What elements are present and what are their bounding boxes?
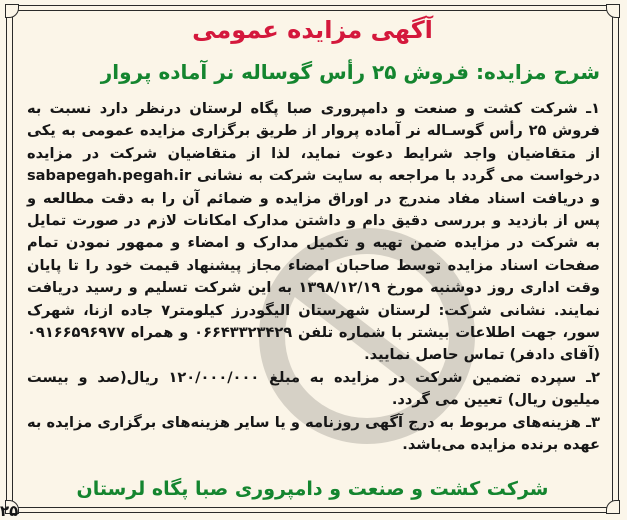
paragraph-3: ۳ـ هزینه‌های مربوط به درج آگهی روزنامه و یا سایر هزینه‌های برگزاری مزایده به عهده برنده مزایده می‌باشد. bbox=[27, 413, 600, 454]
notice-footer: شرکت کشت و صنعت و دامپروری صبا پگاه لرستان bbox=[76, 478, 549, 500]
paragraph-1-part-b: و دریافت اسناد مفاد مندرج در اوراق مزایده و ضمائم آن را به دقت مطالعه و پس از بازدید و بررسی دقیق دام و داشتن مدارک امکانات لازم در صورت تمایل به شرکت در مزایده ضمن تهیه و تکمیل مدارک و امضاء و ممهور نمودن تمام صفحات اسناد مزایده توسط صاحبان امضاء مجاز پیشنهاد قیمت خود را تا پایان وقت اداری روز دوشنبه مورخ ۱۳۹۸/۱۲/۱۹ به این شرکت تسلیم و رسید دریافت نمایند. نشانی شرکت: لرستان شهرستان الیگودرز کیلومتر۷ جاده ازنا، شهرک سور، جهت اطلاعات بیشتر با شماره تلفن ۰۶۶۴۳۳۲۳۴۲۹ و همراه ۰۹۱۶۶۵۹۶۹۷۷ (آقای دادفر) تماس حاصل نمایید. bbox=[27, 189, 600, 364]
paragraph-1 bbox=[27, 98, 600, 367]
notice-body bbox=[27, 98, 600, 457]
notice-subtitle: شرح مزایده: فروش ۲۵ رأس گوساله نر آماده پروار bbox=[100, 60, 600, 84]
website-link[interactable]: sabapegah.pegah.ir bbox=[27, 167, 192, 185]
notice-frame bbox=[6, 5, 619, 513]
corner-ornament bbox=[606, 500, 620, 514]
paragraph-2: ۲ـ سپرده تضمین شرکت در مزایده به مبلغ ۱۲۰/۰۰۰/۰۰۰ ریال(صد و بیست میلیون ریال) تعیین می گردد. bbox=[27, 368, 600, 409]
page-number: ۲۵ bbox=[0, 502, 19, 520]
notice-title: آگهی مزایده عمومی bbox=[192, 16, 433, 44]
paragraph-1-part-a: ۱ـ شرکت کشت و صنعت و دامپروری صبا پگاه لرستان درنظر دارد نسبت به فروش ۲۵ رأس گوسـاله نر آماده پروار از طریق برگزاری مزایده عمومی به یکی از متقاضیان واجد شرایط دعوت نماید، لذا از متقاضیان شرکت در مزایده درخواست می گردد با مراجعه به سایت شرکت به نشانی bbox=[27, 100, 600, 185]
